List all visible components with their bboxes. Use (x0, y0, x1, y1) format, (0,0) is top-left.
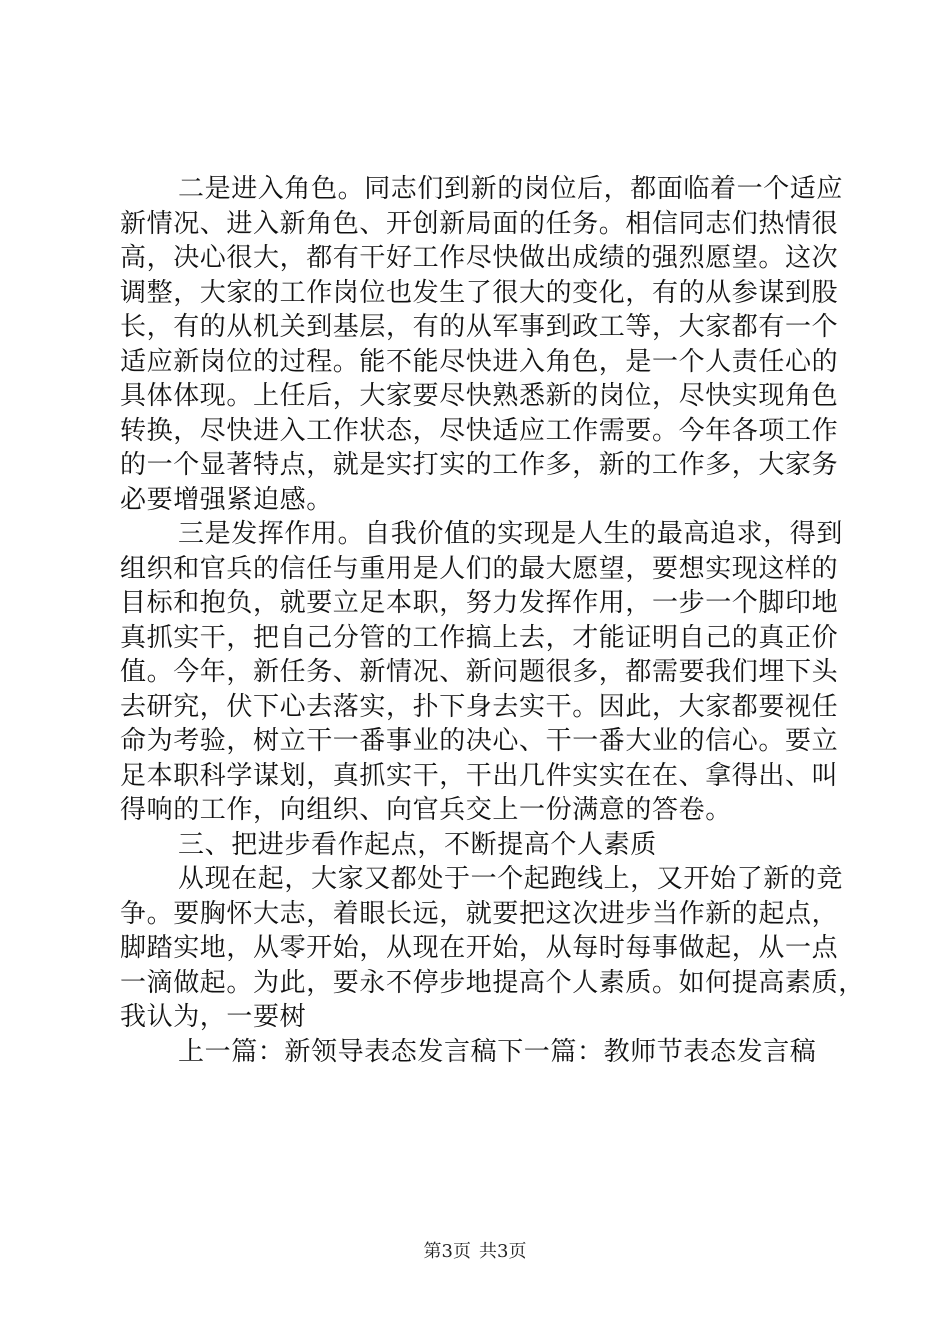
paragraph-line: 去研究，伏下心去落实，扑下身去实干。因此，大家都要视任 (120, 691, 839, 722)
paragraph-line: 的一个显著特点，就是实打实的工作多，新的工作多，大家务 (120, 450, 839, 480)
paragraph-line: 三是发挥作用。自我价值的实现是人生的最高追求，得到 (178, 519, 844, 549)
paragraph-line: 调整，大家的工作岗位也发生了很大的变化，有的从参谋到股 (120, 277, 839, 308)
paragraph-line: 新情况、进入新角色、开创新局面的任务。相信同志们热情很 (120, 208, 839, 239)
paragraph-line: 争。要胸怀大志，着眼长远，就要把这次进步当作新的起点， (120, 898, 839, 929)
paragraph-line: 脚踏实地，从零开始，从现在开始，从每时每事做起，从一点 (120, 933, 839, 963)
paragraph-line: 得响的工作，向组织、向官兵交上一份满意的答卷。 (120, 795, 732, 825)
paragraph-line: 目标和抱负，就要立足本职，努力发挥作用，一步一个脚印地 (120, 588, 839, 618)
paragraph-line: 值。今年，新任务、新情况、新问题很多，都需要我们埋下头 (120, 657, 839, 687)
paragraph-line: 我认为，一要树 (120, 1002, 307, 1032)
page-footer (0, 1240, 950, 1264)
paragraph-line: 必要增强紧迫感。 (120, 484, 333, 515)
paragraph-line: 组织和官兵的信任与重用是人们的最大愿望，要想实现这样的 (120, 553, 839, 584)
paragraph-line: 高，决心很大，都有干好工作尽快做出成绩的强烈愿望。这次 (120, 243, 839, 273)
paragraph-line: 一滴做起。为此，要永不停步地提高个人素质。如何提高素质， (120, 967, 865, 998)
paragraph-line: 真抓实干，把自己分管的工作搞上去，才能证明自己的真正价 (120, 622, 839, 653)
paragraph-line: 从现在起，大家又都处于一个起跑线上，又开始了新的竞 (178, 864, 844, 894)
paragraph-line: 长，有的从机关到基层，有的从军事到政工等，大家都有一个 (120, 312, 839, 342)
page-number: 第3页 (423, 1241, 471, 1262)
prev-next-links[interactable]: 上一篇：新领导表态发言稿下一篇：教师节表态发言稿 (178, 1036, 817, 1067)
section-heading: 三、把进步看作起点，不断提高个人素质 (178, 829, 657, 860)
document-body (120, 172, 865, 1069)
page-total: 共3页 (479, 1241, 527, 1262)
paragraph-line: 具体体现。上任后，大家要尽快熟悉新的岗位，尽快实现角色 (120, 381, 839, 411)
paragraph-line: 足本职科学谋划，真抓实干，干出几件实实在在、拿得出、叫 (120, 760, 839, 791)
paragraph-line: 适应新岗位的过程。能不能尽快进入角色，是一个人责任心的 (120, 346, 839, 377)
paragraph-line: 命为考验，树立干一番事业的决心、干一番大业的信心。要立 (120, 726, 839, 756)
paragraph-line: 二是进入角色。同志们到新的岗位后，都面临着一个适应 (178, 174, 844, 204)
paragraph-line: 转换，尽快进入工作状态，尽快适应工作需要。今年各项工作 (120, 415, 839, 446)
